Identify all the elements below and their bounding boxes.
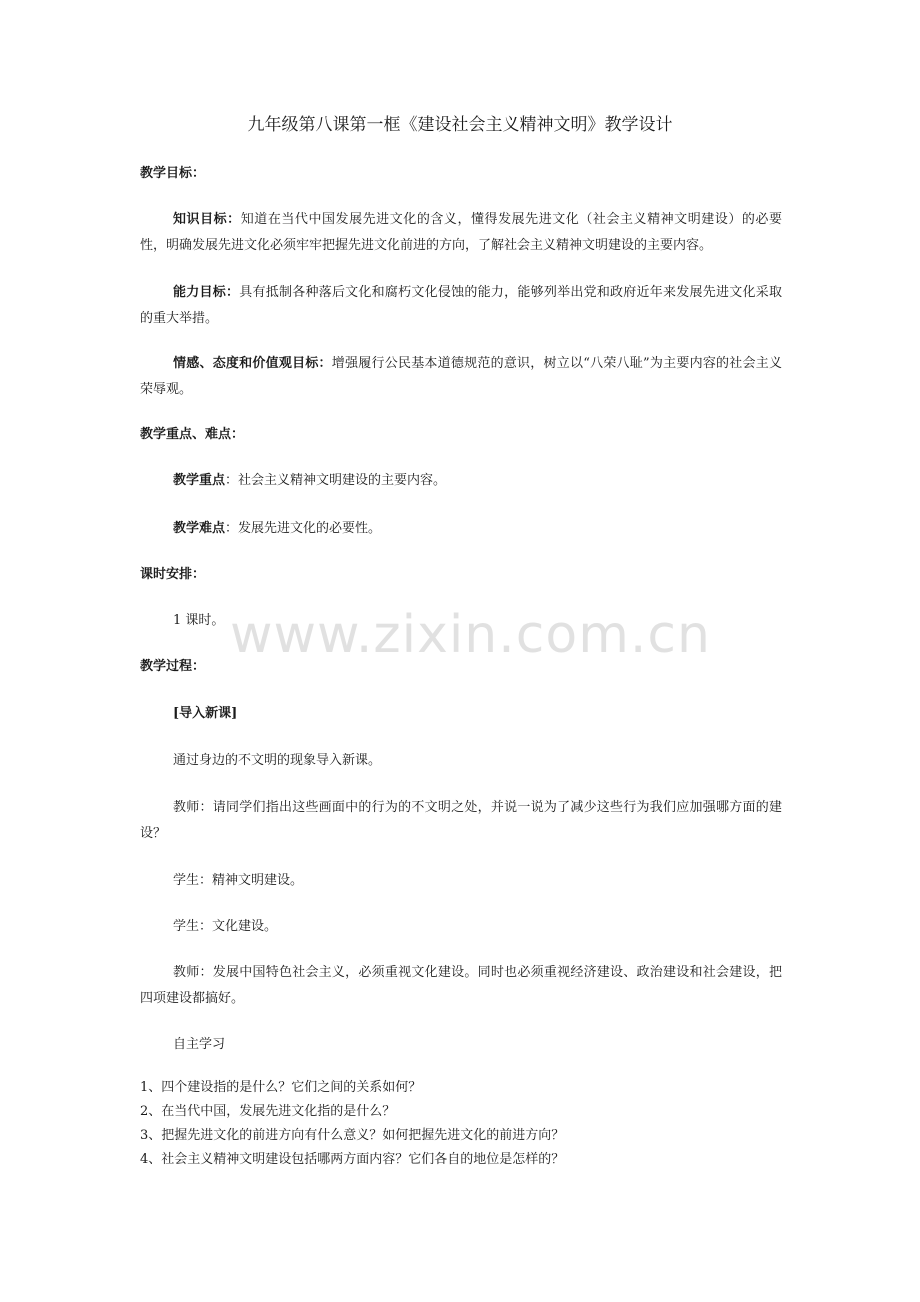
process-heading: 教学过程： (140, 659, 206, 674)
schedule-text: 1 课时。 (173, 613, 225, 628)
question-1: 1、四个建设指的是什么？它们之间的关系如何？ (140, 1080, 422, 1095)
focus-line (173, 468, 446, 494)
knowledge-objective-text: 知道在当代中国发展先进文化的含义，懂得发展先进文化（社会主义精神文明建设）的必要性，明确发展先进文化必须牢牢把握先进文化前进的方向，了解社会主义精神文明建设的主要内容。 (140, 212, 782, 253)
question-3: 3、把握先进文化的前进方向有什么意义？如何把握先进文化的前进方向？ (140, 1128, 565, 1143)
emotion-objective (140, 351, 782, 403)
key-points-heading: 教学重点、难点： (140, 427, 245, 442)
student-answer-2: 学生：文化建设。 (173, 919, 278, 934)
objectives-heading: 教学目标： (140, 166, 206, 181)
student-answer-1: 学生：精神文明建设。 (173, 873, 304, 888)
intro-label: [导入新课] (173, 706, 238, 721)
emotion-objective-text: 增强履行公民基本道德规范的意识，树立以“八荣八耻”为主要内容的社会主义荣辱观。 (140, 356, 782, 397)
question-2: 2、在当代中国，发展先进文化指的是什么？ (140, 1104, 396, 1119)
teacher-question: 教师：请同学们指出这些画面中的行为的不文明之处，并说一说为了减少这些行为我们应加强哪方面的建设？ (140, 800, 782, 841)
ability-objective-label: 能力目标： (173, 285, 240, 300)
difficulty-line (173, 516, 381, 542)
emotion-objective-label: 情感、态度和价值观目标： (173, 356, 332, 371)
focus-text: ：社会主义精神文明建设的主要内容。 (225, 473, 447, 488)
intro-text: 通过身边的不文明的现象导入新课。 (173, 753, 382, 768)
schedule-heading: 课时安排： (140, 567, 206, 582)
watermark: www.zixin.com.cn (230, 605, 711, 665)
difficulty-label: 教学难点 (173, 521, 226, 536)
teacher-summary: 教师：发展中国特色社会主义，必须重视文化建设。同时也必须重视经济建设、政治建设和社会建设，把四项建设都搞好。 (140, 965, 782, 1006)
focus-label: 教学重点 (173, 473, 226, 488)
knowledge-objective-label: 知识目标： (173, 212, 241, 227)
ability-objective (140, 280, 782, 332)
difficulty-text: ：发展先进文化的必要性。 (225, 521, 382, 536)
self-study-label: 自主学习 (173, 1037, 226, 1052)
question-4: 4、社会主义精神文明建设包括哪两方面内容？它们各自的地位是怎样的？ (140, 1152, 565, 1167)
knowledge-objective (140, 207, 782, 259)
document-title: 九年级第八课第一框《建设社会主义精神文明》教学设计 (247, 115, 673, 135)
ability-objective-text: 具有抵制各种落后文化和腐朽文化侵蚀的能力，能够列举出党和政府近年来发展先进文化采取的重大举措。 (140, 285, 782, 326)
